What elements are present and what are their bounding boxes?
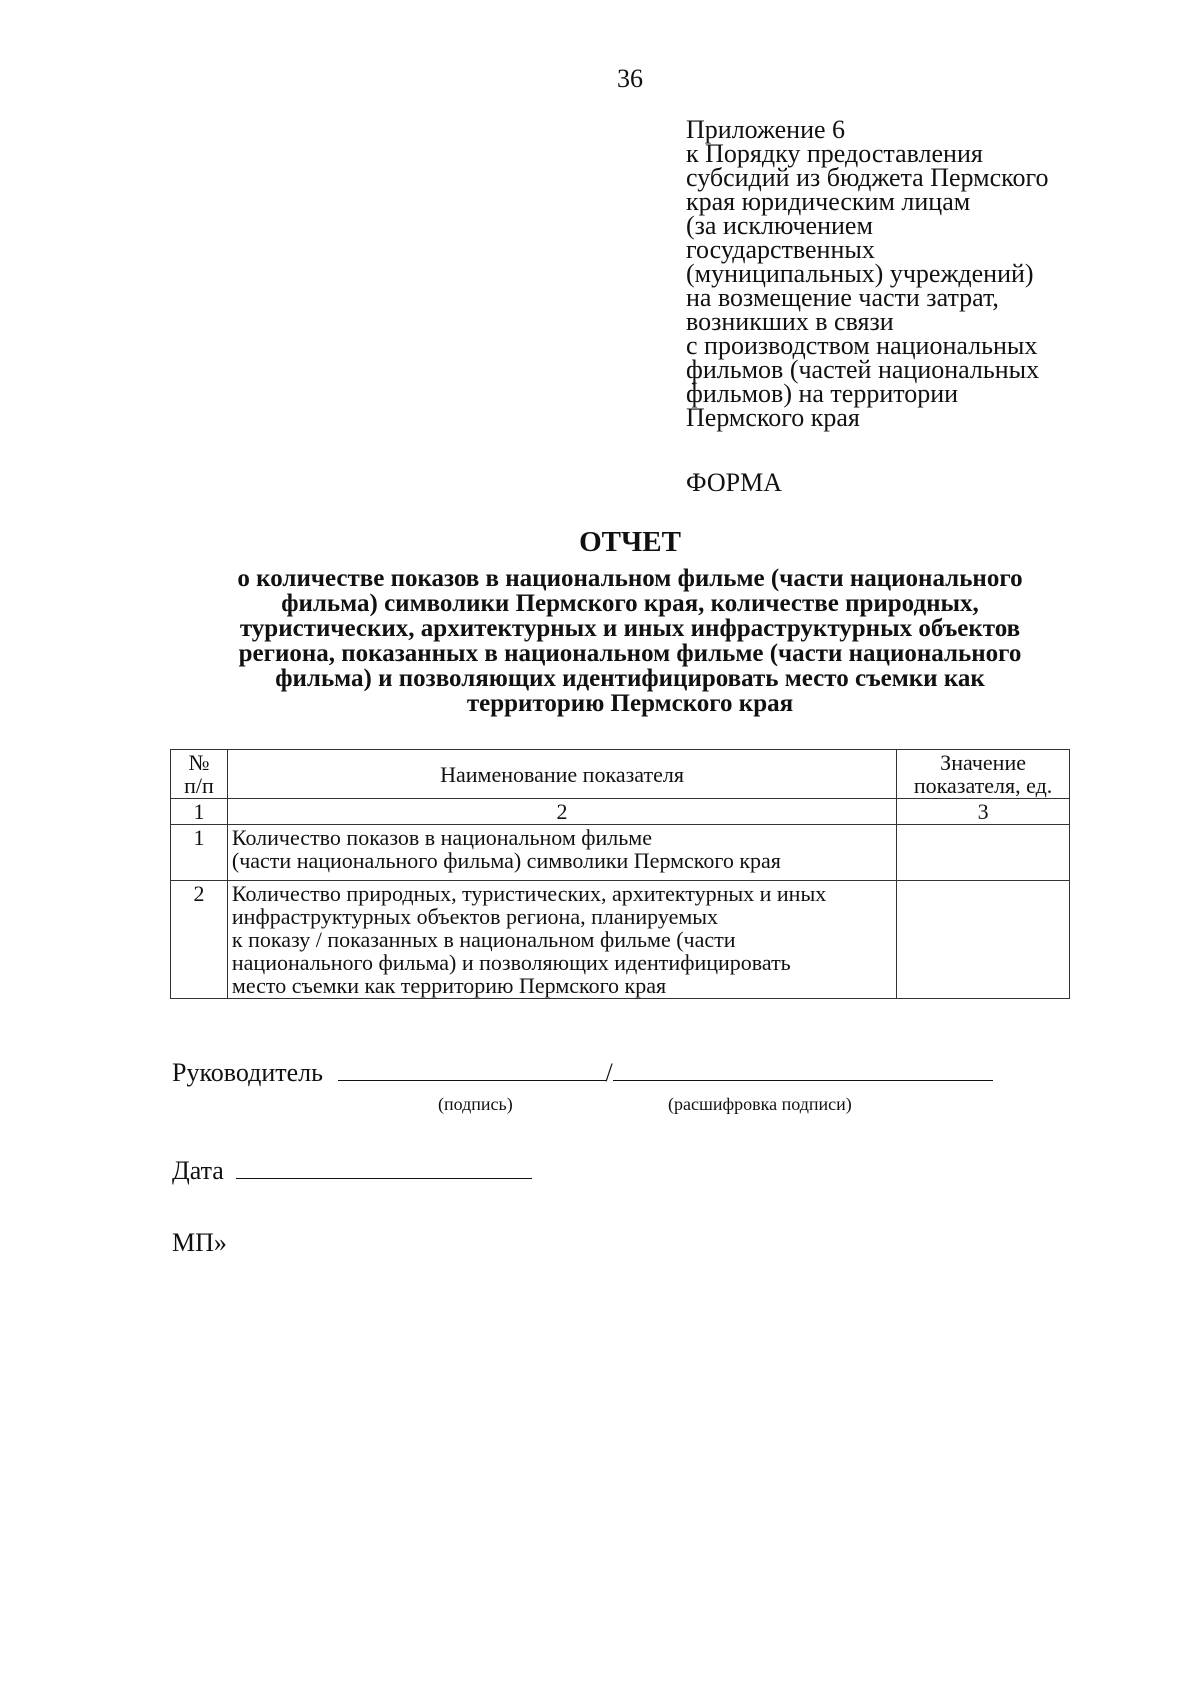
indicators-table (170, 749, 1070, 999)
subtitle-line: региона, показанных в национальном фильме (части национального (238, 640, 1022, 667)
index-cell: 2 (227, 799, 896, 825)
row-name-line: национального фильма) и позволяющих идентифицировать (231, 950, 791, 975)
date-row (172, 1156, 532, 1186)
report-subtitle (160, 566, 1100, 716)
row-num: 1 (171, 825, 228, 881)
row-value[interactable] (897, 825, 1070, 881)
row-num: 2 (171, 881, 228, 999)
subtitle-line: территорию Пермского края (466, 690, 794, 717)
header-value-line: показателя, ед. (913, 773, 1053, 798)
signature-decode-hint: (расшифровка подписи) (668, 1094, 852, 1114)
index-cell: 3 (897, 799, 1070, 825)
header-name: Наименование показателя (227, 750, 896, 799)
date-label: Дата (172, 1156, 224, 1185)
table-row (171, 881, 1070, 999)
appendix-line: фильмов (частей национальных (686, 355, 1040, 384)
row-value[interactable] (897, 881, 1070, 999)
page-number: 36 (617, 64, 643, 93)
row-name-line: к показу / показанных в национальном фильме (части (231, 927, 736, 952)
signature-hint: (подпись) (438, 1094, 513, 1114)
header-value (897, 750, 1070, 799)
row-name (227, 825, 896, 881)
row-name-line: место съемки как территорию Пермского края (231, 973, 667, 998)
stamp-label: МП» (172, 1228, 227, 1257)
signature-row (172, 1058, 993, 1088)
signature-line[interactable] (338, 1058, 606, 1081)
appendix-line: (муниципальных) учреждений) (686, 259, 1034, 288)
row-name-line: (части национального фильма) символики Пермского края (231, 848, 781, 873)
appendix-line: возникших в связи (686, 307, 894, 336)
header-num-line: п/п (184, 773, 214, 798)
form-label: ФОРМА (686, 468, 782, 497)
appendix-line: Приложение 6 (686, 115, 846, 144)
appendix-line: к Порядку предоставления (686, 139, 983, 168)
subtitle-line: фильма) и позволяющих идентифицировать место съемки как (275, 665, 985, 692)
appendix-line: (за исключением (686, 211, 873, 240)
signature-label: Руководитель (172, 1058, 323, 1087)
signature-separator: / (605, 1058, 613, 1087)
appendix-line: на возмещение части затрат, (686, 283, 999, 312)
table-row (171, 825, 1070, 881)
header-num-line: № (188, 750, 210, 775)
subtitle-line: фильма) символики Пермского края, количестве природных, (281, 590, 979, 617)
row-name-line: инфраструктурных объектов региона, планируемых (231, 904, 719, 929)
subtitle-line: о количестве показов в национальном фильме (части национального (237, 565, 1023, 592)
subtitle-line: туристических, архитектурных и иных инфраструктурных объектов (239, 615, 1021, 642)
signature-decode-line[interactable] (613, 1058, 993, 1081)
header-num (171, 750, 228, 799)
row-name (227, 881, 896, 999)
appendix-line: субсидий из бюджета Пермского (686, 163, 1049, 192)
appendix-line: Пермского края (686, 403, 860, 432)
appendix-block (686, 115, 1106, 432)
row-name-line: Количество природных, туристических, архитектурных и иных (231, 881, 827, 906)
table-header-row (171, 750, 1070, 799)
row-name-line: Количество показов в национальном фильме (231, 825, 652, 850)
header-value-line: Значение (940, 750, 1026, 775)
appendix-line: государственных (686, 235, 875, 264)
appendix-line: с производством национальных (686, 331, 1038, 360)
report-title: ОТЧЕТ (579, 526, 681, 558)
index-cell: 1 (171, 799, 228, 825)
date-line[interactable] (236, 1156, 532, 1179)
table-index-row (171, 799, 1070, 825)
appendix-line: фильмов) на территории (686, 379, 959, 408)
appendix-line: края юридическим лицам (686, 187, 971, 216)
